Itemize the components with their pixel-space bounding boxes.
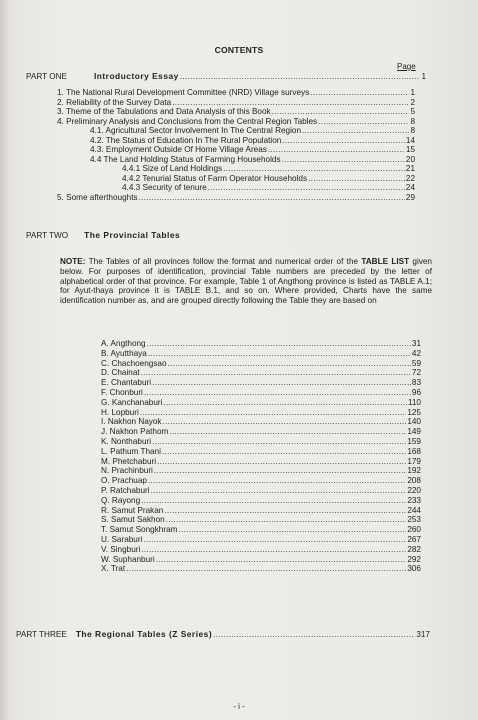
dot-leader [144, 389, 411, 397]
toc-entry: 4.2. The Status of Education In The Rural Population ..... 14 [90, 137, 415, 145]
province-name: V. Singburi [101, 544, 141, 554]
toc-entry: 2. Reliability of the Survey Data ..... 2 [57, 99, 415, 107]
province-entry [101, 379, 421, 387]
province-entry [101, 399, 421, 407]
part-three-page: 317 [416, 630, 430, 639]
part-one-label: PART ONE [26, 72, 67, 81]
toc-entry: 4.4 The Land Holding Status of Farming Households ..... 20 [90, 156, 415, 164]
dot-leader [147, 340, 411, 348]
province-entry [101, 458, 421, 466]
dot-leader [163, 418, 407, 426]
province-page: 125 [407, 407, 421, 417]
province-name: I. Nakhon Nayok [101, 417, 162, 427]
province-page: 267 [407, 535, 421, 544]
note-label: NOTE: [60, 257, 86, 266]
province-page: 159 [407, 437, 421, 446]
province-entry [101, 516, 421, 524]
part-one-row [26, 72, 426, 81]
toc-entry: 4.4.1 Size of Land Holdings ..... 21 [122, 165, 415, 173]
dot-leader [162, 448, 406, 456]
dot-leader [152, 438, 406, 446]
province-name: E. Chantaburi [101, 378, 152, 388]
dot-leader [157, 458, 406, 466]
dot-leader [169, 428, 406, 436]
province-entry [101, 418, 421, 426]
dot-leader [163, 399, 406, 407]
part-two-row [26, 231, 326, 240]
part-one-title: Introductory Essay [93, 71, 179, 81]
dot-leader [180, 73, 421, 81]
province-page: 306 [407, 564, 421, 574]
dot-leader [151, 487, 407, 495]
province-name: P. Ratchaburi [101, 486, 150, 495]
province-page: 282 [407, 544, 421, 554]
province-name: J. Nakhon Pathom [101, 427, 169, 437]
note-paragraph: NOTE: The Tables of all provinces follow the format and numerical order of the TABLE LIST given below. For purposes of identification, provincial Table numbers are preceded by the letter of alphabetical order of that province. For example, Table 1 of Angthong province is listed as TABLE A.1; for Ayut-thaya province it is TABLE B.1, and so on. Where provided, Charts have the same identification number as, and are grouped directly following the Table they are based on [60, 257, 432, 306]
toc-entry: 1. The National Rural Development Committee (NRD) Village surveys ..... 1 [57, 89, 415, 97]
part-one-page: 1 [421, 72, 426, 81]
dot-leader [126, 565, 406, 573]
province-page: 31 [411, 339, 421, 348]
province-page: 96 [411, 388, 421, 397]
province-entry [101, 340, 421, 348]
dot-leader [143, 536, 406, 544]
province-name: W. Suphanburi [101, 554, 155, 564]
province-name: R. Samut Prakan [101, 505, 164, 515]
toc-entry: 4.4.2 Tenurial Status of Farm Operator Households ..... 22 [122, 175, 415, 183]
province-name: Q. Rayong [101, 495, 141, 505]
province-page: 149 [407, 427, 421, 437]
province-entry [101, 389, 421, 397]
toc-entry: 4. Preliminary Analysis and Conclusions from the Central Region Tables ..... 8 [57, 118, 415, 126]
province-page: 42 [411, 348, 421, 358]
dot-leader [156, 556, 407, 564]
province-entry [101, 369, 421, 377]
province-name: G. Kanchanaburi [101, 397, 163, 407]
dot-leader [152, 379, 411, 387]
dot-leader [148, 350, 411, 358]
province-page: 244 [407, 505, 421, 515]
dot-leader [154, 467, 406, 475]
dot-leader [140, 409, 407, 417]
province-name: C. Chachoengsao [101, 358, 167, 368]
toc-entry: 4.4.3 Security of tenure ..... 24 [122, 184, 415, 192]
toc-entry: 4.1. Agricultural Sector Involvement In The Central Region ..... 8 [90, 127, 415, 135]
province-page: 233 [407, 495, 421, 505]
page-number-footer: - i - [233, 702, 245, 711]
dot-leader [168, 360, 411, 368]
province-page: 253 [407, 515, 421, 525]
page-title: CONTENTS [214, 45, 264, 55]
province-page: 179 [407, 456, 421, 466]
toc-entry: 5. Some afterthoughts ..... 29 [57, 194, 415, 202]
part-three-label: PART THREE [16, 630, 67, 639]
toc-entry: 4.3. Employment Outside Of Home Village Areas ..... 15 [90, 146, 415, 154]
province-page: 83 [411, 378, 421, 388]
dot-leader [178, 526, 406, 534]
province-page: 140 [407, 417, 421, 427]
province-name: N. Prachinburi [101, 466, 153, 476]
province-entry [101, 565, 421, 573]
page-column-header: Page [397, 62, 416, 71]
province-page: 292 [407, 554, 421, 564]
province-entry [101, 438, 421, 446]
province-entry [101, 507, 421, 515]
province-name: L. Pathum Thani [101, 446, 161, 456]
province-page: 260 [407, 525, 421, 535]
dot-leader [141, 546, 406, 554]
province-page: 110 [407, 397, 421, 407]
dot-leader [148, 477, 406, 485]
province-entry [101, 409, 421, 417]
province-entry [101, 497, 421, 505]
province-name: D. Chainat [101, 368, 140, 378]
dot-leader [141, 369, 411, 377]
province-page: 168 [407, 446, 421, 456]
province-name: X. Trat [101, 564, 126, 574]
province-page: 208 [407, 476, 421, 486]
province-page: 72 [411, 368, 421, 378]
province-name: M. Phetchaburi [101, 456, 157, 466]
province-name: O. Prachuap [101, 476, 147, 486]
province-name: K. Nonthaburi [101, 437, 152, 446]
province-entry [101, 536, 421, 544]
province-page: 59 [411, 358, 421, 368]
dot-leader [141, 497, 406, 505]
province-name: H. Lopburi [101, 407, 139, 417]
province-entry [101, 448, 421, 456]
province-entry [101, 467, 421, 475]
province-entry [101, 487, 421, 495]
province-page: 192 [407, 466, 421, 476]
part-three-row [16, 630, 430, 639]
dot-leader [164, 507, 406, 515]
part-two-label: PART TWO [26, 231, 69, 240]
province-name: U. Saraburi [101, 535, 143, 544]
part-two-title: The Provincial Tables [84, 230, 181, 240]
part-three-title: The Regional Tables (Z Series) [75, 629, 213, 639]
province-name: S. Samut Sakhon [101, 515, 165, 525]
province-entry [101, 477, 421, 485]
dot-leader [213, 631, 415, 639]
dot-leader [166, 516, 407, 524]
province-entry [101, 526, 421, 534]
province-entry [101, 350, 421, 358]
toc-entry: 3. Theme of the Tabulations and Data Analysis of this Book ..... 5 [57, 108, 415, 116]
province-entry [101, 360, 421, 368]
table-list-term: TABLE LIST [361, 257, 410, 266]
province-name: A. Angthong [101, 339, 146, 348]
province-entry [101, 556, 421, 564]
province-page: 220 [407, 486, 421, 495]
province-name: B. Ayutthaya [101, 348, 147, 358]
province-entry [101, 546, 421, 554]
province-name: T. Samut Songkhram [101, 525, 178, 535]
province-name: F. Chonburi [101, 388, 143, 397]
province-entry [101, 428, 421, 436]
